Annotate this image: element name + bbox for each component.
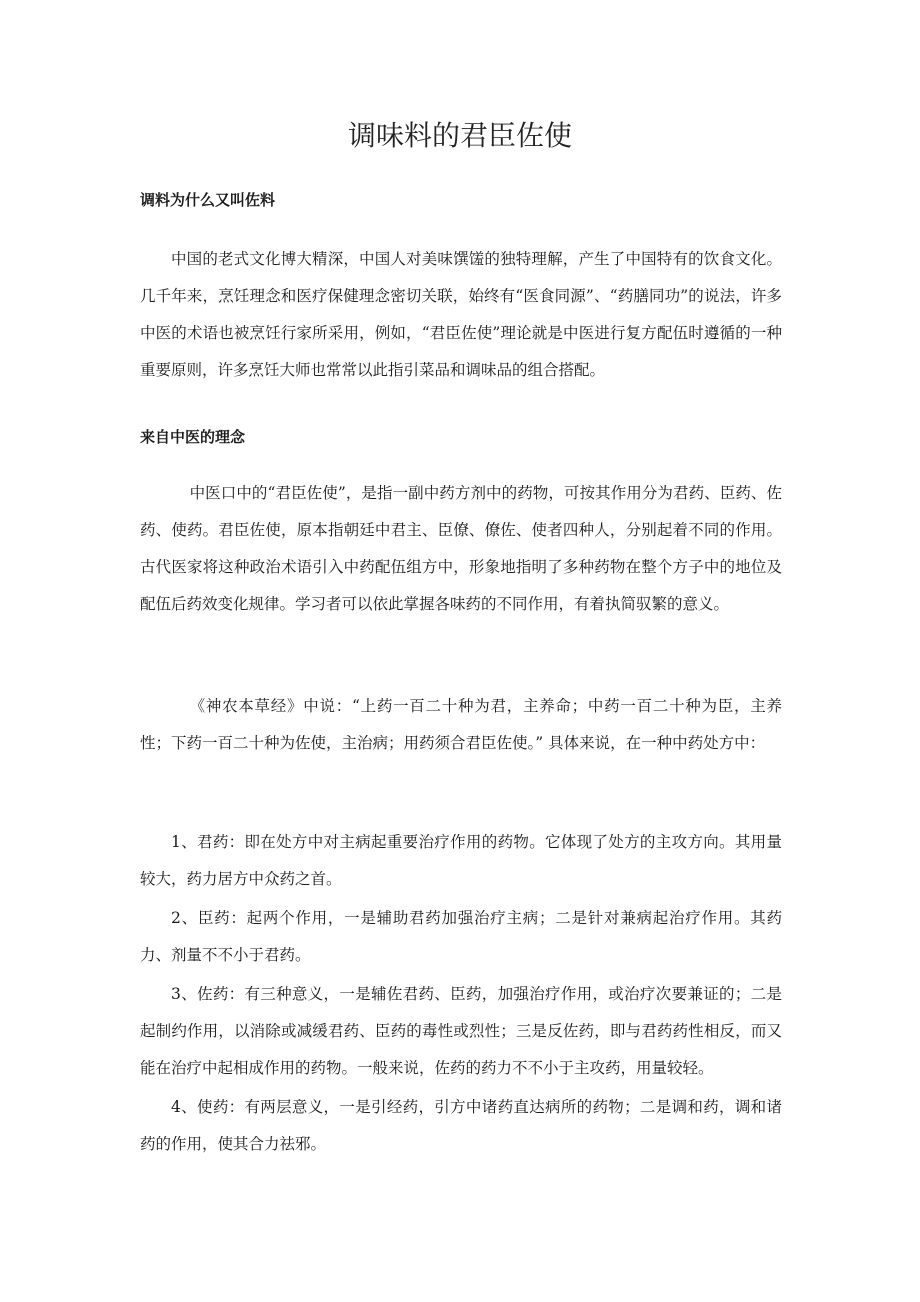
section-heading-tcm: 来自中医的理念: [140, 428, 246, 446]
list-item-zuo-medicine: 3、佐药：有三种意义，一是辅佐君药、臣药，加强治疗作用，或治疗次要兼证的；二是起制约作用，以消除或减缓君药、臣药的毒性或烈性；三是反佐药，即与君药药性相反，而又能在治疗中起相成作用的药物。一般来说，佐药的药力不不小于主攻药，用量较轻。: [140, 985, 782, 1077]
list-item-chen-medicine: 2、臣药：起两个作用，一是辅助君药加强治疗主病；二是针对兼病起治疗作用。其药力、剂量不不小于君药。: [140, 909, 782, 964]
section-heading-seasoning: 调料为什么又叫佐料: [140, 191, 276, 209]
paragraph-tcm-definition: 中医口中的“君臣佐使”，是指一副中药方剂中的药物，可按其作用分为君药、臣药、佐药、使药。君臣佐使，原本指朝廷中君主、臣僚、僚佐、使者四种人，分别起着不同的作用。古代医家将这种政治术语引入中药配伍组方中，形象地指明了多种药物在整个方子中的地位及配伍后药效变化规律。学习者可以依此掌握各味药的不同作用，有着执简驭繁的意义。: [140, 484, 782, 613]
paragraph-intro: 中国的老式文化博大精深，中国人对美味馔馐的独特理解，产生了中国特有的饮食文化。几千年来，烹饪理念和医疗保健理念密切关联，始终有“医食同源”、“药膳同功”的说法，许多中医的术语也被烹饪行家所采用，例如，“君臣佐使”理论就是中医进行复方配伍时遵循的一种重要原则，许多烹饪大师也常常以此指引菜品和调味品的组合搭配。: [140, 250, 782, 379]
list-item-jun-medicine: 1、君药：即在处方中对主病起重要治疗作用的药物。它体现了处方的主攻方向。其用量较大，药力居方中众药之首。: [140, 833, 782, 888]
list-item-shi-medicine: 4、使药：有两层意义，一是引经药，引方中诸药直达病所的药物；二是调和药，调和诸药的作用，使其合力祛邪。: [140, 1098, 782, 1153]
paragraph-shennong-quote: 《神农本草经》中说：“上药一百二十种为君，主养命；中药一百二十种为臣，主养性；下药一百二十种为佐使，主治病；用药须合君臣佐使。” 具体来说，在一种中药处方中：: [140, 697, 782, 752]
document-title: 调味料的君臣佐使: [347, 119, 572, 152]
